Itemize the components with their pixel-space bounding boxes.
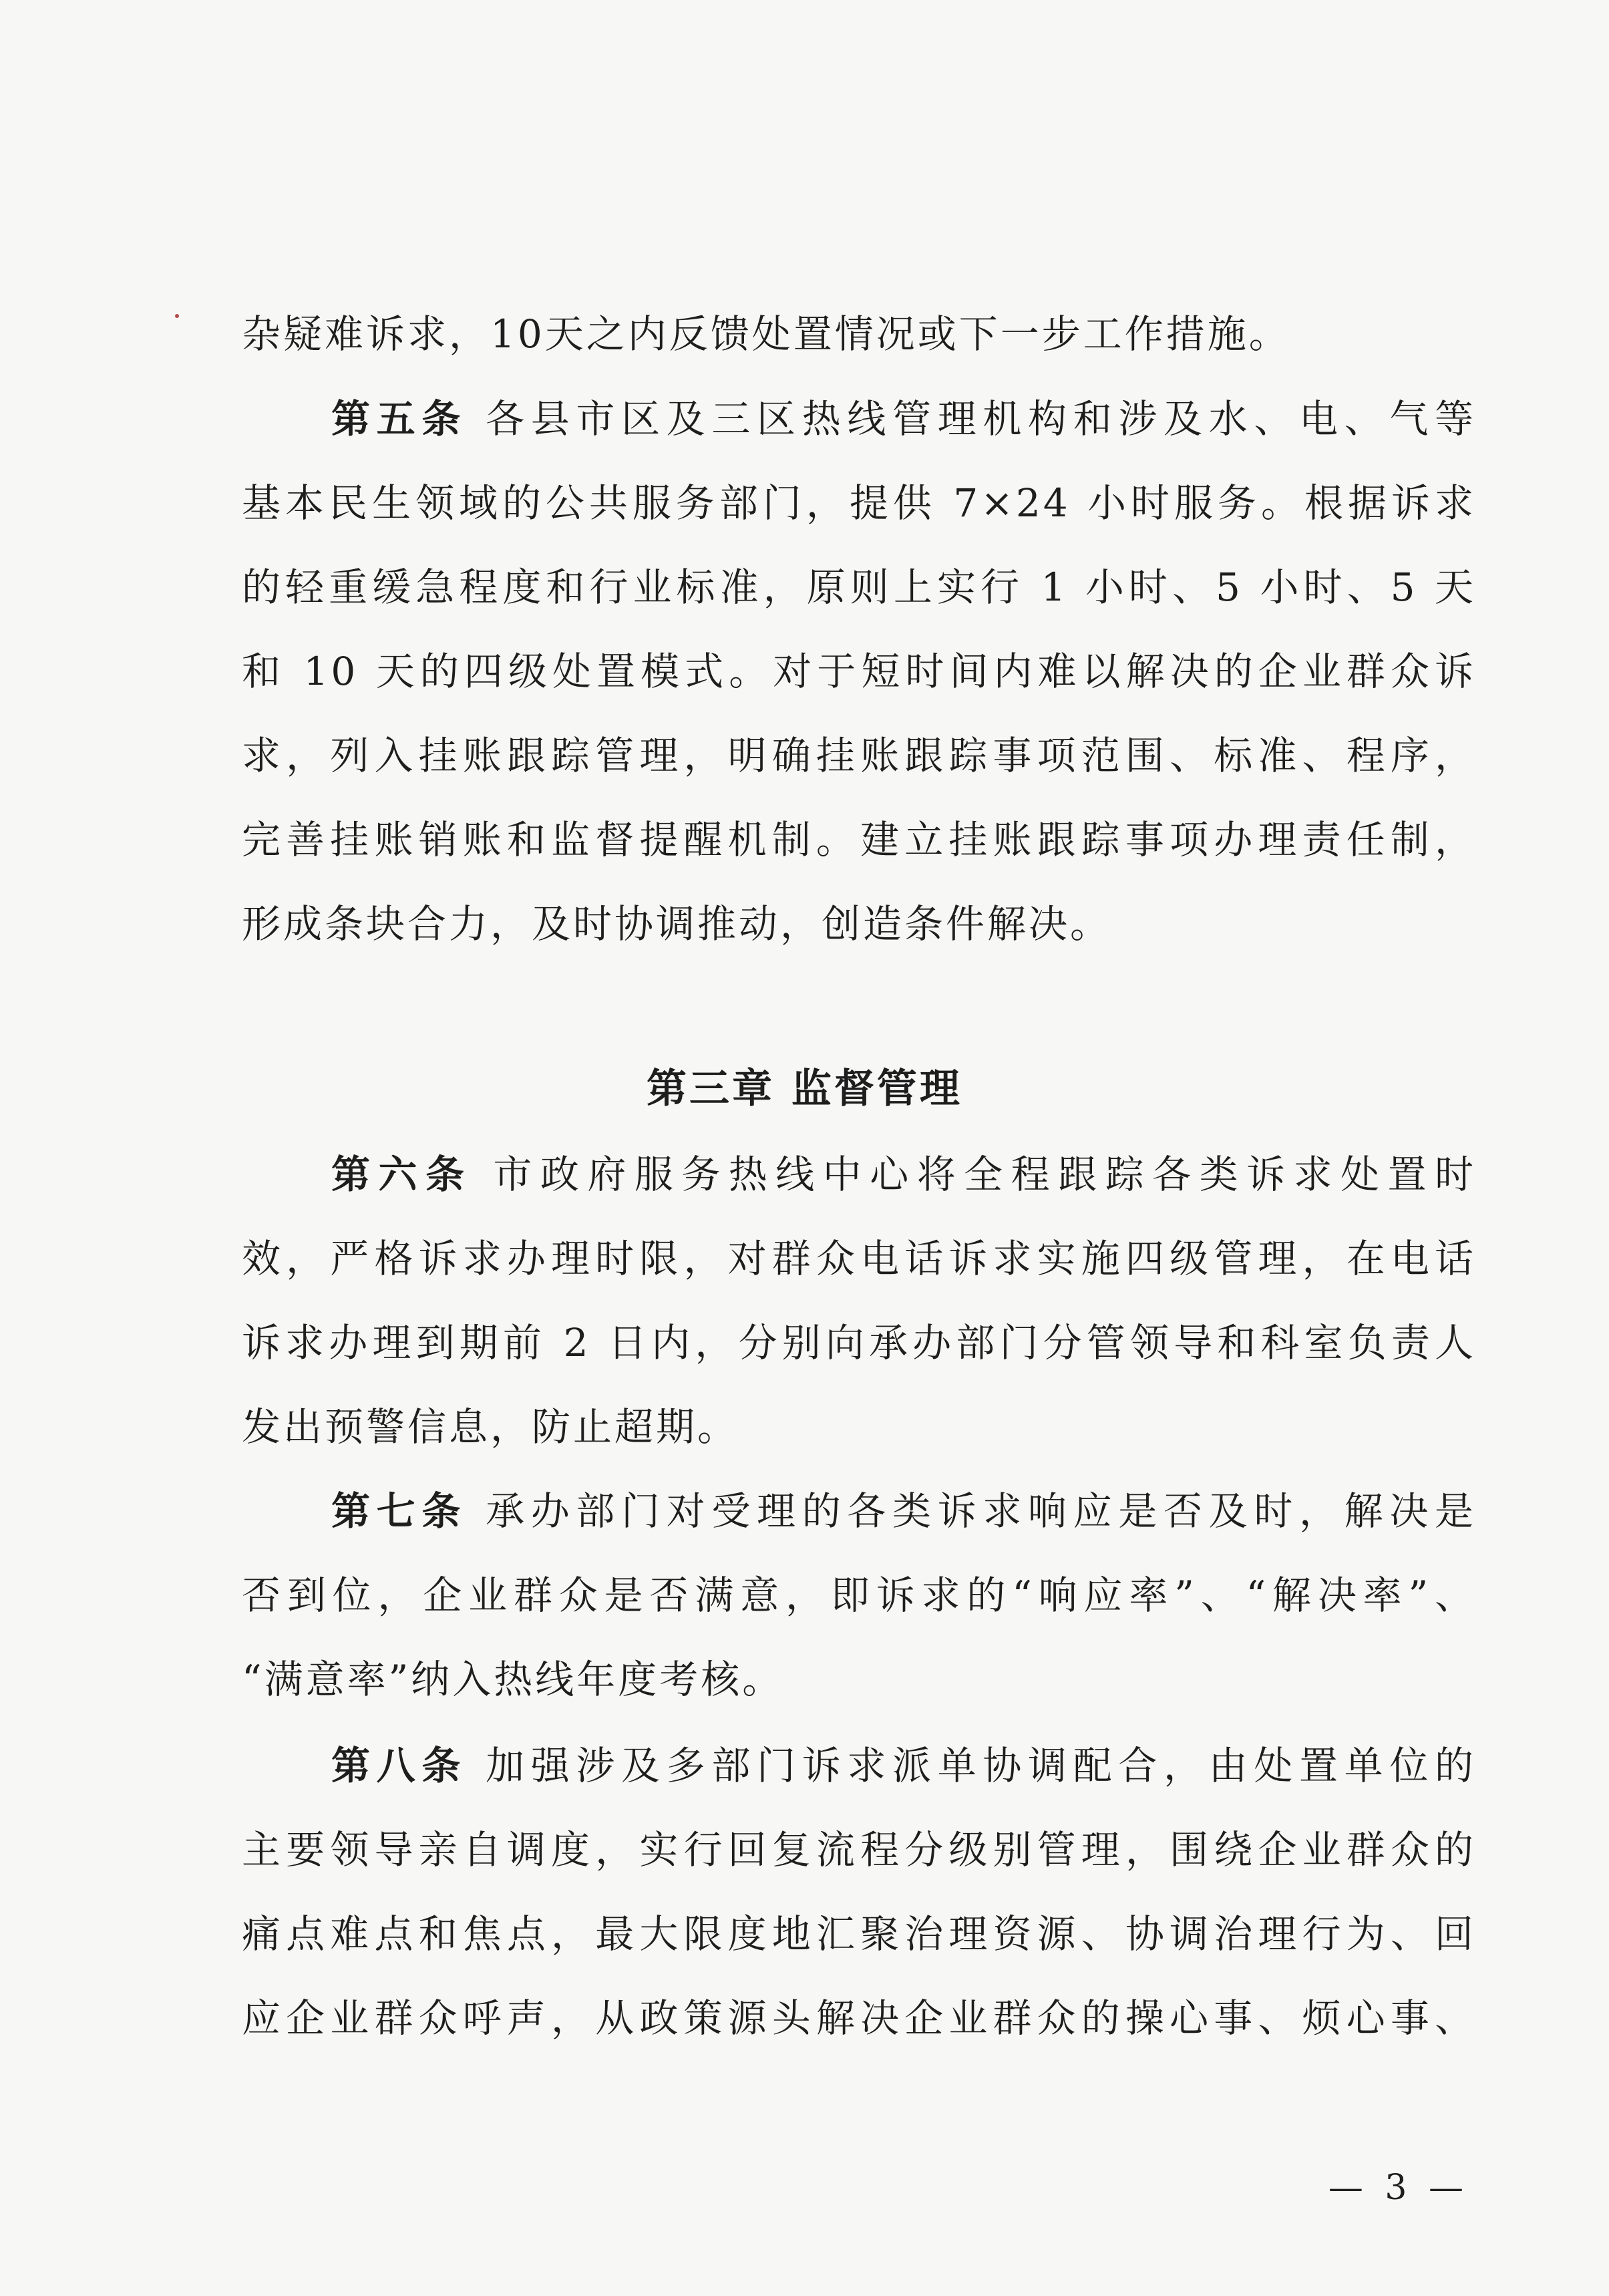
- line-text: 杂疑难诉求，10天之内反馈处置情况或下一步工作措施。: [242, 311, 1290, 357]
- paragraph-line: [242, 1228, 1476, 1289]
- line-text: 主要领导亲自调度，实行回复流程分级别管理，围绕企业群众的: [242, 1827, 1476, 1872]
- article-label: 第五条: [331, 396, 467, 442]
- paragraph-line: [242, 1565, 1476, 1625]
- paragraph-line: [242, 1988, 1476, 2048]
- article-label: 第七条: [331, 1488, 467, 1534]
- line-text: 发出预警信息，防止超期。: [242, 1404, 739, 1450]
- paragraph-line: [242, 304, 1476, 364]
- line-text: 形成条块合力，及时协调推动，创造条件解决。: [242, 901, 1112, 947]
- article-label: 第八条: [331, 1743, 467, 1788]
- article-text: 承办部门对受理的各类诉求响应是否及时，解决是: [486, 1488, 1476, 1534]
- line-text: 基本民生领域的公共服务部门，提供 7×24 小时服务。根据诉求: [242, 480, 1476, 526]
- paragraph-line: [242, 557, 1476, 617]
- paragraph-line: [242, 810, 1476, 870]
- paragraph-line: [242, 1313, 1476, 1373]
- line-text: 的轻重缓急程度和行业标准，原则上实行 1 小时、5 小时、5 天: [242, 564, 1476, 610]
- line-text: 痛点难点和焦点，最大限度地汇聚治理资源、协调治理行为、回: [242, 1911, 1476, 1957]
- scan-mark: [175, 314, 179, 318]
- line-text: 和 10 天的四级处置模式。对于短时间内难以解决的企业群众诉: [242, 649, 1476, 694]
- article-text: 加强涉及多部门诉求派单协调配合，由处置单位的: [486, 1743, 1476, 1788]
- article-text: 市政府服务热线中心将全程跟踪各类诉求处置时: [493, 1152, 1476, 1197]
- paragraph-line: [242, 641, 1476, 701]
- article-eight-line: [331, 1736, 1476, 1796]
- article-text: 各县市区及三区热线管理机构和涉及水、电、气等: [486, 396, 1476, 442]
- paragraph-line: [242, 1820, 1476, 1880]
- article-label: 第六条: [331, 1152, 473, 1197]
- paragraph-line: [242, 1649, 1476, 1709]
- paragraph-line: [242, 473, 1476, 533]
- article-seven-line: [331, 1481, 1476, 1541]
- paragraph-line: [242, 894, 1476, 954]
- line-text: 诉求办理到期前 2 日内，分别向承办部门分管领导和科室负责人: [242, 1320, 1476, 1365]
- line-text: 完善挂账销账和监督提醒机制。建立挂账跟踪事项办理责任制，: [242, 817, 1476, 862]
- paragraph-line: [242, 1904, 1476, 1964]
- article-five-line: [331, 389, 1476, 449]
- line-text: “满意率”纳入热线年度考核。: [242, 1657, 784, 1702]
- line-text: 求，列入挂账跟踪管理，明确挂账跟踪事项范围、标准、程序，: [242, 733, 1476, 778]
- line-text: 否到位，企业群众是否满意，即诉求的“响应率”、“解决率”、: [242, 1573, 1476, 1618]
- article-six-line: [331, 1144, 1476, 1204]
- paragraph-line: [242, 1397, 1476, 1457]
- chapter-heading: 第三章 监督管理: [647, 1065, 962, 1112]
- line-text: 效，严格诉求办理时限，对群众电话诉求实施四级管理，在电话: [242, 1236, 1476, 1281]
- page-number: — 3 —: [1328, 2168, 1469, 2208]
- line-text: 应企业群众呼声，从政策源头解决企业群众的操心事、烦心事、: [242, 1995, 1476, 2041]
- paragraph-line: [242, 725, 1476, 786]
